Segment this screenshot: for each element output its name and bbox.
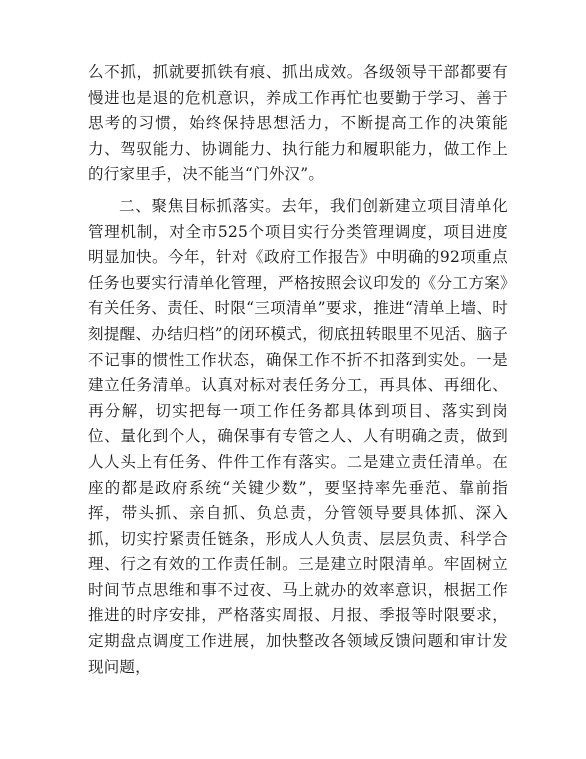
- paragraph-continuation: 么不抓，抓就要抓铁有痕、抓出成效。各级领导干部都要有慢进也是退的危机意识，养成工作再忙也要勤于学习、善于思考的习惯，始终保持思想活力，不断提高工作的决策能力、驾驭能力、协调能力、执行能力和履职能力，做工作上的行家里手，决不能当“门外汉”。: [88, 63, 508, 184]
- document-body: [88, 60, 508, 680]
- paragraph-section-two: 二、聚焦目标抓落实。去年，我们创新建立项目清单化管理机制，对全市525个项目实行分类管理调度，项目进度明显加快。今年，针对《政府工作报告》中明确的92项重点任务也要实行清单化管理，严格按照会议印发的《分工方案》有关任务、责任、时限“三项清单”要求，推进“清单上墙、时刻提醒、办结归档”的闭环模式，彻底扭转眼里不见活、脑子不记事的惯性工作状态，确保工作不折不扣落到实处。一是建立任务清单。认真对标对表任务分工，再具体、再细化、再分解，切实把每一项工作任务都具体到项目、落实到岗位、量化到个人，确保事有专管之人、人有明确之责，做到人人头上有任务、件件工作有落实。二是建立责任清单。在座的都是政府系统“关键少数”，要坚持率先垂范、靠前指挥，带头抓、亲自抓、负总责，分管领导要具体抓、深入抓，切实拧紧责任链条，形成人人负责、层层负责、科学合理、行之有效的工作责任制。三是建立时限清单。牢固树立时间节点思维和事不过夜、马上就办的效率意识，根据工作推进的时序安排，严格落实周报、月报、季报等时限要求，定期盘点调度工作进展，加快整改各领域反馈问题和审计发现问题，: [88, 196, 508, 676]
